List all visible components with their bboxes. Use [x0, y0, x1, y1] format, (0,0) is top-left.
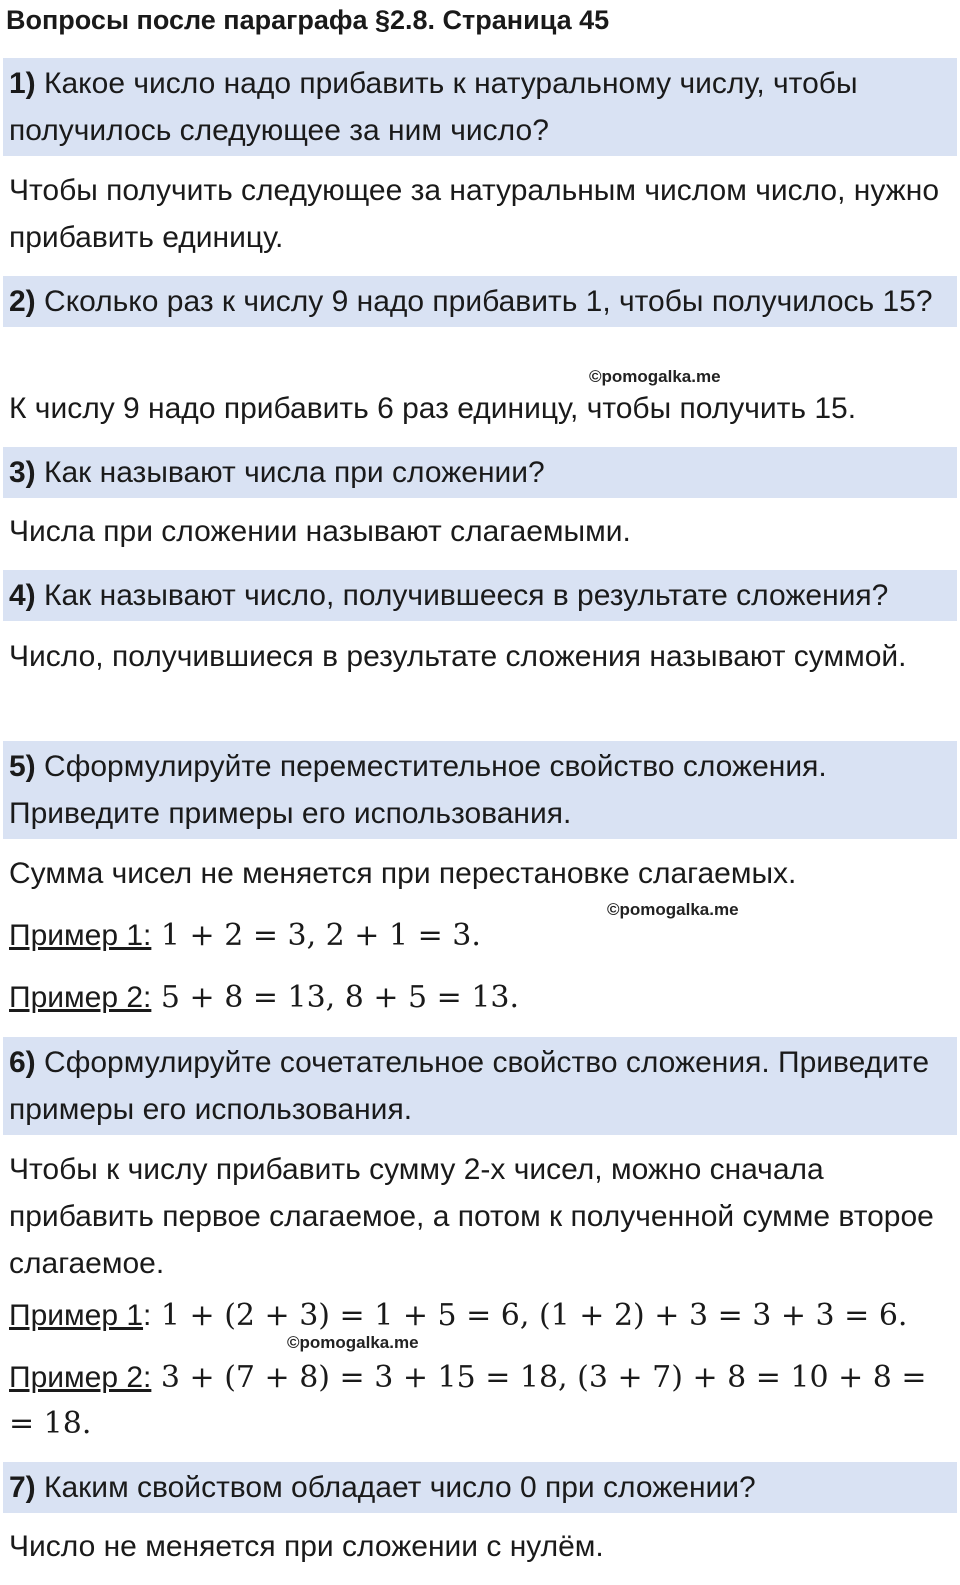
- watermark: ©pomogalka.me: [589, 367, 721, 386]
- answer-1: Чтобы получить следующее за натуральным числом число, нужно прибавить единицу.: [9, 174, 939, 254]
- example-label: Пример 2:: [9, 1361, 152, 1394]
- answer-4: Число, получившиеся в результате сложения называют суммой.: [9, 640, 907, 673]
- example-formula-continued: = 18.: [9, 1406, 92, 1441]
- watermark: ©pomogalka.me: [607, 900, 739, 919]
- answer-6: Чтобы к числу прибавить сумму 2-х чисел, можно сначала прибавить первое слагаемое, а потом к полученной сумме второе слагаемое.: [9, 1153, 934, 1280]
- question-1: [3, 58, 957, 156]
- example-formula: 5 + 8 = 13, 8 + 5 = 13.: [151, 980, 520, 1015]
- question-number: 4): [9, 579, 36, 612]
- question-number: 6): [9, 1046, 36, 1079]
- example-formula: 1 + 2 = 3, 2 + 1 = 3.: [151, 918, 481, 953]
- question-text: Сформулируйте переместительное свойство сложения. Приведите примеры его использования.: [9, 750, 827, 830]
- question-2: [3, 276, 957, 327]
- answer-5: Сумма чисел не меняется при перестановке слагаемых.: [9, 857, 797, 890]
- question-3: [3, 447, 957, 498]
- answer-3: Числа при сложении называют слагаемыми.: [9, 515, 631, 548]
- example-5-1: [9, 912, 954, 959]
- watermark: ©pomogalka.me: [287, 1333, 419, 1352]
- example-6-1: [9, 1292, 954, 1339]
- example-6-2-continued: [9, 1400, 954, 1447]
- page-title: Вопросы после параграфа §2.8. Страница 45: [6, 5, 610, 35]
- example-label: Пример 1: [9, 1299, 144, 1332]
- answer-7: Число не меняется при сложении с нулём.: [9, 1530, 604, 1563]
- question-number: 2): [9, 285, 36, 318]
- example-formula: 3 + (7 + 8) = 3 + 15 = 18, (3 + 7) + 8 = 10 + 8 =: [151, 1360, 927, 1395]
- question-number: 7): [9, 1471, 36, 1504]
- question-number: 3): [9, 456, 36, 489]
- question-text: Сколько раз к числу 9 надо прибавить 1, чтобы получилось 15?: [35, 285, 933, 318]
- question-text: Как называют числа при сложении?: [35, 456, 545, 489]
- question-6: [3, 1037, 957, 1135]
- example-colon: :: [143, 1299, 152, 1332]
- question-text: Как называют число, получившееся в результате сложения?: [35, 579, 889, 612]
- question-text: Какое число надо прибавить к натуральному числу, чтобы получилось следующее за ним число?: [9, 67, 858, 147]
- example-5-2: [9, 974, 954, 1021]
- question-text: Сформулируйте сочетательное свойство сложения. Приведите примеры его использования.: [9, 1046, 930, 1126]
- question-text: Каким свойством обладает число 0 при сложении?: [35, 1471, 756, 1504]
- example-6-2: [9, 1354, 954, 1401]
- example-formula: 1 + (2 + 3) = 1 + 5 = 6, (1 + 2) + 3 = 3 + 3 = 6.: [151, 1298, 908, 1333]
- example-label: Пример 2:: [9, 981, 152, 1014]
- question-5: [3, 741, 957, 839]
- question-number: 1): [9, 67, 36, 100]
- question-number: 5): [9, 750, 36, 783]
- example-label: Пример 1:: [9, 919, 152, 952]
- answer-2: К числу 9 надо прибавить 6 раз единицу, чтобы получить 15.: [9, 392, 857, 425]
- question-7: [3, 1462, 957, 1513]
- question-4: [3, 570, 957, 621]
